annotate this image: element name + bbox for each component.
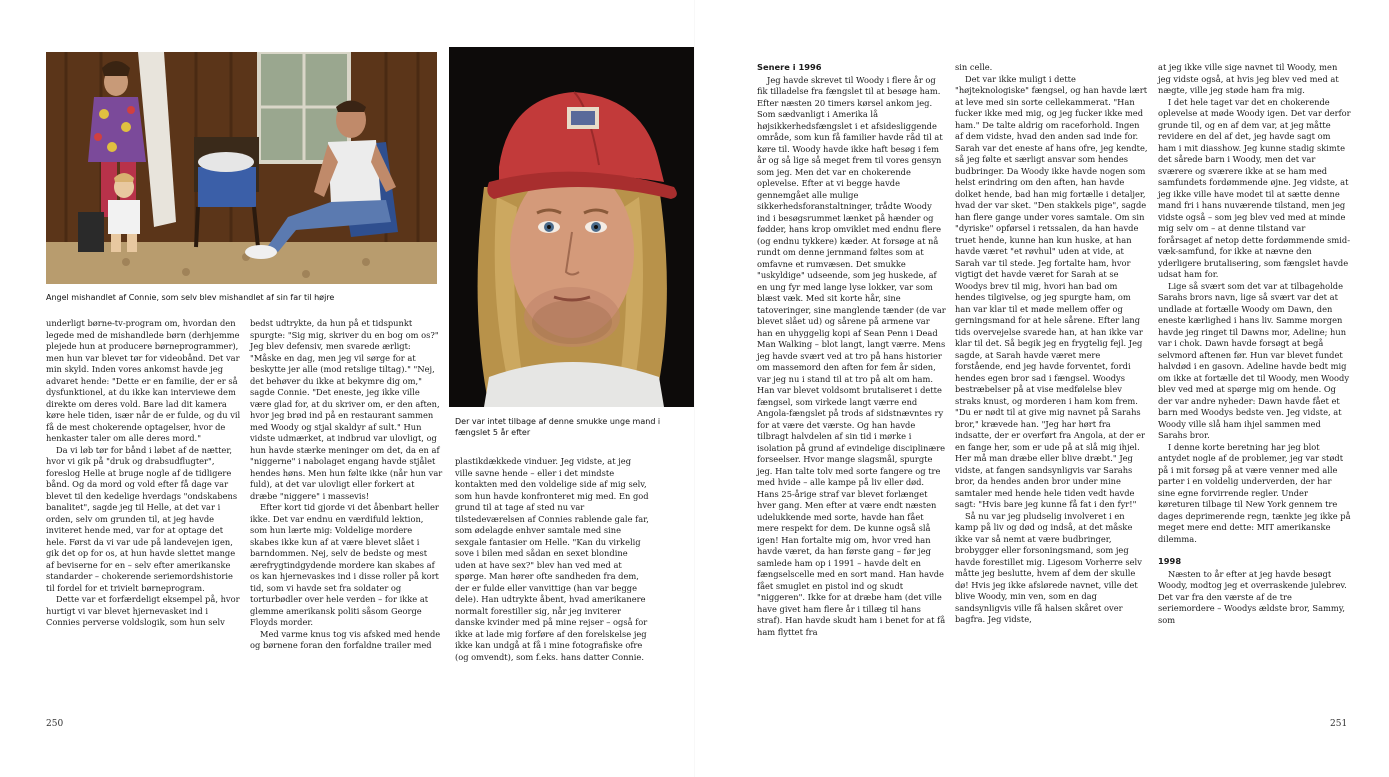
right-column-3 bbox=[1158, 62, 1351, 626]
family-photo bbox=[46, 52, 437, 284]
right-column-1 bbox=[757, 62, 947, 638]
right-column-2 bbox=[955, 62, 1148, 626]
section-heading: 1998 bbox=[1158, 556, 1182, 566]
portrait-photo bbox=[449, 47, 694, 407]
portrait-photo-caption: Der var intet tilbage af denne smukke unge mand i fængslet 5 år efter bbox=[455, 417, 661, 437]
paragraph: Med varme knus tog vis afsked med hende og børnene foran den forfaldne trailer med bbox=[250, 628, 441, 650]
left-column-2 bbox=[250, 318, 443, 652]
left-column-1 bbox=[46, 318, 241, 629]
family-photo-caption: Angel mishandlet af Connie, som selv blev mishandlet af sin far til højre bbox=[46, 293, 335, 302]
left-column-3 bbox=[455, 456, 650, 663]
paragraph: Lige så svært som det var at tilbageholde Sarahs brors navn, lige så svært var det at undlade at fortælle Woody om Dawn, den eneste kærlighed i hans liv. Samme morgen havde jeg ringet til Dawns mor, Adeline; hun var i chok. Dawn havde forsøgt at begå selvmord aftenen før. Hun var blevet fundet halvdød i en gasovn. Adeline havde bedt mig om ikke at fortælle det til Woody, men Woody blev ved med at spørge mig om hende. Og der var andre nyheder: Dawn havde fået et barn med Woodys bedste ven. Jeg vidste, at Woody ville slå ham ihjel sammen med Sarahs bror. bbox=[1158, 280, 1350, 440]
paragraph: at jeg ikke ville sige navnet til Woody, men jeg vidste også, at hvis jeg blev ved med at nægte, ville jeg støde ham fra mig. bbox=[1158, 62, 1339, 95]
page-number-left: 250 bbox=[46, 719, 64, 729]
paragraph: Efter kort tid gjorde vi det åbenbart heller ikke. Det var endnu en værdifuld lektion, som hun lærte mig: Voldelige mordere skabes ikke kun af at være blevet slået i barndommen. Nej, selv de bedste og mest ærefrygtindgydende mordere kan skabes af os kan hjernevaskes ind i disse roller på kort tid, som vi havde set fra soldater og torturbødler over hele verden – for ikke at glemme amerikansk politi såsom George Floyds morder. bbox=[250, 502, 439, 627]
paragraph: bedst udtrykte, da hun på et tidspunkt spurgte: "Sig mig, skriver du en bog om os?" Jeg blev defensiv, men svarede ærligt: "Måske en dag, men jeg vil sørge for at beskytte jer alle (mod retslige tiltag)." "Nej, det behøver du ikke at bekymre dig om," sagde Connie. "Det eneste, jeg ikke ville være glad for, at du skriver om, er den aften, hvor jeg brød ind på en restaurant sammen med Woody og stjal skaldyr af sult." Hun vidste udmærket, at indbrud var ulovligt, og hun havde stærke meninger om det, da en af "niggerne" i nabolaget engang havde stjålet hendes høns. Men hun følte ikke (når hun var fuld), at det var ulovligt eller forkert at dræbe "niggere" i massevis! bbox=[250, 318, 443, 501]
paragraph: I det hele taget var det en chokerende oplevelse at møde Woody igen. Det var derfor grunde til, og en af dem var, at jeg måtte revidere en del af det, jeg havde sagt om ham i mit diasshow. Jeg kunne stadig skimte det sårede barn i Woody, men det var sværere og sværere ikke at se ham med samfundets fordømmende øjne. Jeg vidste, at jeg ikke ville have modet til at sætte denne mand fri i hans nuværende tilstand, men jeg vidste også – som jeg blev ved med at minde mig selv om – at denne tilstand var forårsaget af netop dette fordømmende smid-væk-samfund, for ikke at nævne den yderligere brutalisering, som fængslet havde udsat ham for. bbox=[1158, 96, 1351, 279]
paragraph: sin celle. bbox=[955, 62, 993, 72]
paragraph: Jeg havde skrevet til Woody i flere år og fik tilladelse fra fængslet til at besøge ham. Efter næsten 20 timers kørsel ankom jeg. Som sædvanligt i Amerika lå højsikkerhedsfængslet i et afsidesliggende område, som kun få familier havde råd til at køre til. Woody havde ikke haft besøg i fem år og så lige så meget frem til vores gensyn som jeg. Men det var en chokerende oplevelse. Efter at vi begge havde gennemgået alle mulige sikkerhedsforanstaltninger, trådte Woody ind i besøgsrummet lænket på hænder og fødder, hans krop omviklet med endnu flere (og endnu tykkere) kæder. At forsøge at nå rundt om denne jernmand føltes som at omfavne et rumvæsen. Det smukke "uskyldige" udseende, som jeg huskede, af en ung fyr med lange lyse lokker, var som blæst væk. Med sit korte hår, sine tatoveringer, sine manglende tænder (de var blevet slået ud) og sårene på armene var han en uhyggelig kopi af Sean Penn i Dead Man Walking – blot langt, langt værre. Mens jeg havde svært ved at tro på hans historier om massemord den aften for fem år siden, var jeg nu i stand til at tro på alt om ham. Han var blevet voldsomt brutaliseret i dette fængsel, som virkede langt værre end Angola-fængslet på trods af sidstnævntes ry for at være det værste. Og han havde tilbragt halvdelen af sin tid i mørke i isolation på grund af evindelige disciplinære forseelser. Hvor mange slagsmål, spurgte jeg. Han talte tolv med sorte fangere og tre med hvide – alle kampe på liv eller død. Hans 25-årige straf var blevet forlænget hver gang. Men efter at være endt næsten udelukkende med sorte, havde han fået mere respekt for dem. De kunne også slå igen! Han fortalte mig om, hvor vred han havde været, da han første gang – før jeg samlede ham op i 1991 – havde delt en fængselscelle med en sort mand. Han havde fået smuglet en pistol ind og skudt "niggeren". Ikke for at dræbe ham (det ville have givet ham flere år i tillæg til hans straf). Han havde skudt ham i benet for at få ham flyttet fra bbox=[757, 74, 946, 637]
paragraph: I denne korte beretning har jeg blot antydet nogle af de problemer, jeg var stødt på i mit forsøg på at være venner med alle parter i en voldelig underverden, der har sine egne forvirrende regler. Under køreturen tilbage til New York gennem tre dages deprimerende regn, tænkte jeg ikke på meget mere end dette: MIT amerikanske dilemma. bbox=[1158, 441, 1351, 544]
paragraph: underligt børne-tv-program om, hvordan den legede med de mishandlede børn (derhjemme plejede hun at producere børneprogrammer), men hun var blevet tør for videobånd. Det var min skyld. Inden vores ankomst havde jeg advaret hende: "Dette er en familie, der er så dysfunktionel, at du ikke kan interviewe dem direkte om deres vold. Bare lad dit kamera køre hele tiden, især når de er fulde, og du vil få de mest chokerende optagelser, hvor de henkaster taler om alle deres mord." bbox=[46, 318, 241, 443]
section-heading: Senere i 1996 bbox=[757, 62, 822, 72]
paragraph: Så nu var jeg pludselig involveret i en kamp på liv og død og indså, at det måske ikke var så nemt at være budbringer, brobygger eller forsoningsmand, som jeg havde forestillet mig. Ligesom Vorherre selv måtte jeg beslutte, hvem af dem der skulle dø! Hvis jeg ikke afslørede navnet, ville det blive Woody, min ven, som en dag sandsynligvis ville få halsen skåret over bagfra. Jeg vidste, bbox=[955, 510, 1142, 624]
paragraph: Næsten to år efter at jeg havde besøgt Woody, modtog jeg et overraskende julebrev. Det var fra den værste af de tre seriemordere – Woodys ældste bror, Sammy, som bbox=[1158, 568, 1347, 625]
page-number-right: 251 bbox=[1330, 719, 1348, 729]
paragraph: Da vi løb tør for bånd i løbet af de nætter, hvor vi gik på "druk og drabsudflugter", foreslog Helle at bruge nogle af de tidligere bånd. Og da mord og vold efter få dage var blevet til den kedelige hverdags "ondskabens banalitet", sagde jeg til Helle, at det var i orden, selv om grunden til, at jeg havde inviteret hende med, var for at optage det hele. Først da vi var ude på landevejen igen, gik det op for os, at hun havde slettet mange af beviserne for en – selv efter amerikanske standarder – chokerende seriemordshistorie til fordel for et trivielt børneprogram. bbox=[46, 444, 238, 593]
page-gutter bbox=[694, 0, 695, 777]
paragraph: Dette var et forfærdeligt eksempel på, hvor hurtigt vi var blevet hjernevasket ind i Connies perverse voldslogik, som hun selv bbox=[46, 594, 240, 627]
paragraph: Det var ikke muligt i dette "højteknologiske" fængsel, og han havde lært at leve med sin sorte cellekammerat. "Han fucker ikke med mig, og jeg fucker ikke med ham." De talte aldrig om raceforhold. Ingen af dem vidste, hvad den anden sad inde for. Sarah var det eneste af hans ofre, jeg kendte, så jeg følte et særligt ansvar som hendes budbringer. Da Woody ikke havde nogen som helst erindring om den aften, han havde dolket hende, bad han mig fortælle i detaljer, hvad der var sket. "Den stakkels pige", sagde han flere gange under vores samtale. Om sin "dyriske" opførsel i retssalen, da han havde truet hende, kunne han kun huske, at han havde været "et røvhul" uden at vide, at Sarah var til stede. Jeg fortalte ham, hvor vigtigt det havde været for Sarah at se Woodys brev til mig, hvori han bad om hendes tilgivelse, og jeg spurgte ham, om han var klar til et møde mellem offer og gerningsmand for at hele sårene. Efter lang tids overvejelse svarede han, at han ikke var klar til det. Så begik jeg en frygtelig fejl. Jeg sagde, at Sarah havde været mere forstående, end jeg havde forventet, fordi hendes egen bror sad i fængsel. Woodys bestræbelser på at vise medfølelse blev straks knust, og morderen i ham kom frem. "Du er nødt til at give mig navnet på Sarahs bror," krævede han. "Jeg har hørt fra indsatte, der er overført fra Angola, at der er en fange her, som er ude på at slå mig ihjel. Her må man dræbe eller blive dræbt." Jeg vidste, at fangen sandsynligvis var Sarahs bror, da hendes anden bror under mine samtaler med hende hele tiden vedt havde sagt: "Hvis bare jeg kunne få fat i den fyr!" bbox=[955, 73, 1148, 509]
paragraph: plastikdækkede vinduer. Jeg vidste, at jeg ville savne hende – eller i det mindste kontakten med den voldelige side af mig selv, som hun havde konfronteret mig med. En god grund til at tage af sted nu var tilstedeværelsen af Connies rablende gale far, som ødelagde enhver samtale med sine sexgale fantasier om Helle. "Kan du virkelig sove i bilen med sådan en sexet blondine uden at have sex?" blev han ved med at spørge. Man hører ofte sandheden fra dem, der er fulde eller vanvittige (han var begge dele). Han udtrykte åbent, hvad amerikanere normalt forestiller sig, når jeg inviterer danske kvinder med på mine rejser – også for ikke at lade mig forføre af den forelskelse jeg ikke kan undgå at få i mine fotografiske ofre (og omvendt), som f.eks. hans datter Connie. bbox=[455, 456, 649, 662]
